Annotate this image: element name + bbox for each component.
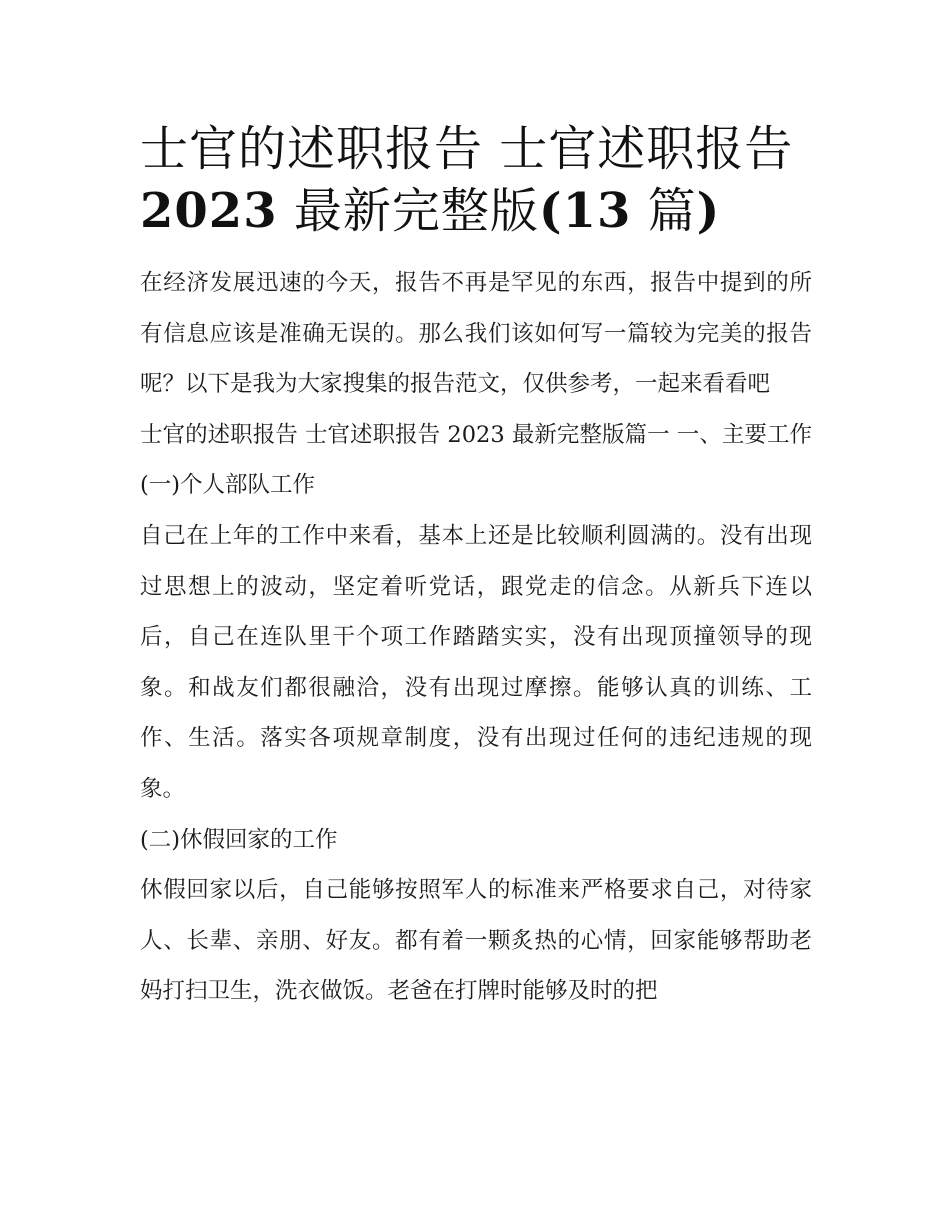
- document-content: [140, 118, 812, 1017]
- paragraph-unit-work: 自己在上年的工作中来看，基本上还是比较顺利圆满的。没有出现过思想上的波动，坚定着听党话，跟党走的信念。从新兵下连以后，自己在连队里干个项工作踏踏实实，没有出现顶撞领导的现象。和战友们都很融洽，没有出现过摩擦。能够认真的训练、工作、生活。落实各项规章制度，没有出现过任何的违纪违规的现象。: [140, 522, 812, 802]
- paragraph-section-heading: 士官的述职报告 士官述职报告 2023 最新完整版篇一 一、主要工作 (一)个人部队工作: [140, 421, 812, 499]
- paragraph-intro: 在经济发展迅速的今天，报告不再是罕见的东西，报告中提到的所有信息应该是准确无误的。那么我们该如何写一篇较为完美的报告呢？以下是我为大家搜集的报告范文，仅供参考，一起来看看吧: [140, 270, 812, 398]
- paragraph-subheading-leave: (二)休假回家的工作: [140, 826, 338, 853]
- title-count: (13: [538, 183, 632, 239]
- title-edition: 最新完整版: [277, 183, 539, 239]
- document-title: [140, 118, 812, 242]
- title-line-2: [140, 180, 812, 242]
- paragraph-leave-work: 休假回家以后，自己能够按照军人的标准来严格要求自己，对待家人、长辈、亲朋、好友。都有着一颗炙热的心情，回家能够帮助老妈打扫卫生，洗衣做饭。老爸在打牌时能够及时的把: [140, 877, 812, 1005]
- title-year: 2023: [140, 183, 278, 239]
- title-line-1: 士官的述职报告 士官述职报告: [140, 121, 794, 177]
- title-unit: 篇: [631, 183, 697, 239]
- title-close-paren: ): [696, 183, 721, 239]
